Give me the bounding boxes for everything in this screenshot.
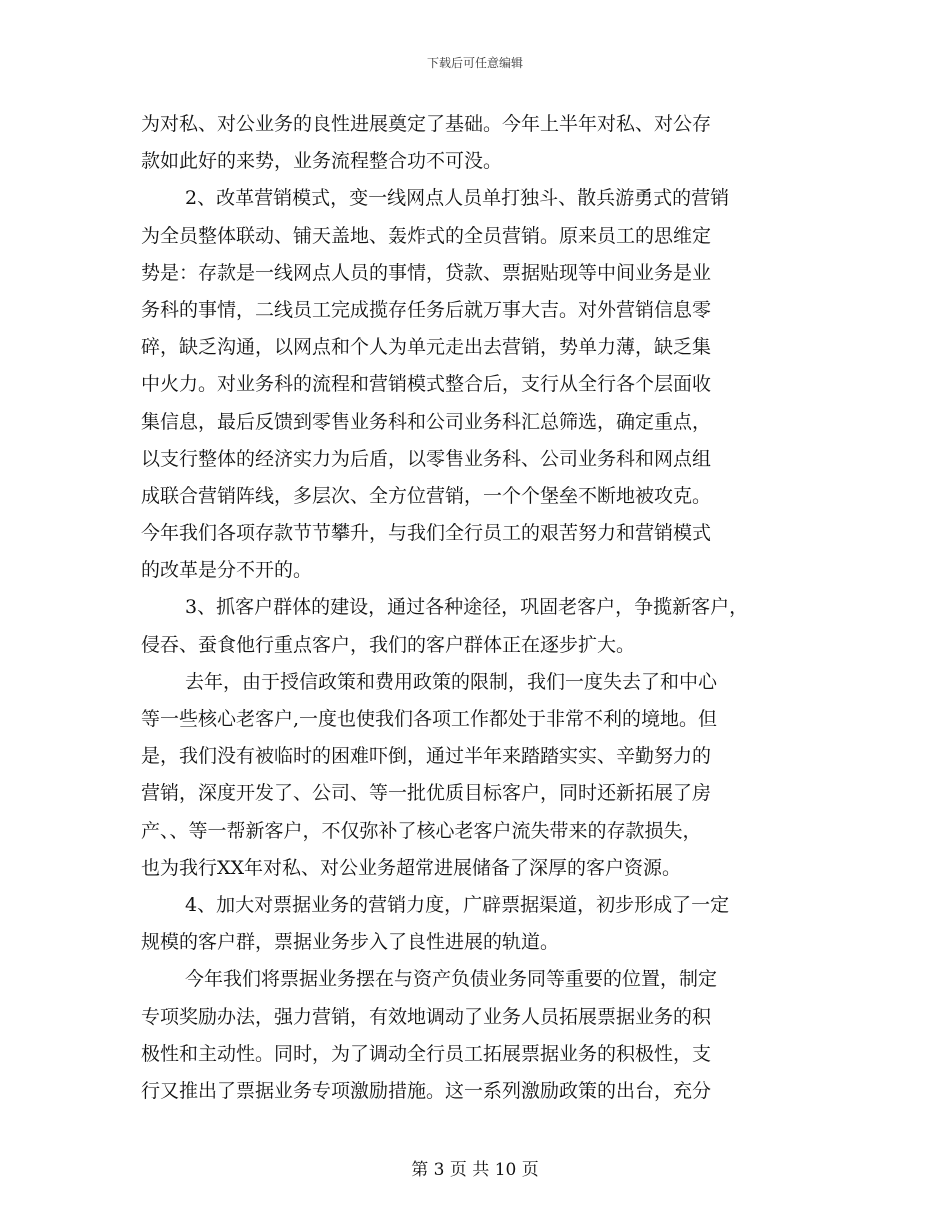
text-line: 碎，缺乏沟通，以网点和个人为单元走出去营销，势单力薄，缺乏集 <box>141 336 712 359</box>
text-line: 中火力。对业务科的流程和营销模式整合后，支行从全行各个层面收 <box>141 373 712 396</box>
text-line: 去年，由于授信政策和费用政策的限制，我们一度失去了和中心 <box>185 670 718 693</box>
text-line: 规模的客户群，票据业务步入了良性进展的轨道。 <box>141 931 560 954</box>
text-line: 为全员整体联动、铺天盖地、轰炸式的全员营销。原来员工的思维定 <box>141 224 712 247</box>
text-line: 产、、等一帮新客户，不仅弥补了核心老客户流失带来的存款损失， <box>141 819 702 842</box>
text-line: 款如此好的来势，业务流程整合功不可没。 <box>141 150 503 173</box>
text-line: 务科的事情，二线员工完成揽存任务后就万事大吉。对外营销信息零 <box>141 298 712 321</box>
text-line: 侵吞、蚕食他行重点客户，我们的客户群体正在逐步扩大。 <box>141 633 636 656</box>
text-line: 行又推出了票据业务专项激励措施。这一系列激励政策的出台，充分 <box>141 1079 712 1102</box>
text-line: 以支行整体的经济实力为后盾，以零售业务科、公司业务科和网点组 <box>141 447 712 470</box>
text-line: 3、抓客户群体的建设，通过各种途径，巩固老客户，争揽新客户， <box>185 596 749 619</box>
text-line: 成联合营销阵线，多层次、全方位营销，一个个堡垒不断地被攻克。 <box>141 484 712 507</box>
text-line: 今年我们将票据业务摆在与资产负债业务同等重要的位置，制定 <box>185 968 718 991</box>
text-line: 等一些核心老客户,一度也使我们各项工作都处于非常不利的境地。但 <box>141 708 718 730</box>
text-line: 集信息，最后反馈到零售业务科和公司业务科汇总筛选，确定重点， <box>141 410 712 433</box>
page-footer: 第 3 页 共 10 页 <box>411 1160 539 1180</box>
text-line: 的改革是分不开的。 <box>141 559 313 582</box>
text-line: 为对私、对公业务的良性进展奠定了基础。今年上半年对私、对公存 <box>141 113 712 135</box>
text-line: 今年我们各项存款节节攀升，与我们全行员工的艰苦努力和营销模式 <box>141 522 712 545</box>
text-line: 专项奖励办法，强力营销，有效地调动了业务人员拓展票据业务的积 <box>141 1005 712 1028</box>
text-line: 是，我们没有被临时的困难吓倒，通过半年来踏踏实实、辛勤努力的 <box>141 745 712 768</box>
text-line: 2、改革营销模式，变一线网点人员单打独斗、散兵游勇式的营销 <box>185 187 730 210</box>
page-header: 下载后可任意编辑 <box>426 56 523 70</box>
text-line: 营销，深度开发了、公司、等一批优质目标客户，同时还新拓展了房 <box>141 782 712 805</box>
document-body <box>141 106 813 1110</box>
text-line: 也为我行XX年对私、对公业务超常进展储备了深厚的客户资源。 <box>141 856 682 879</box>
text-line: 势是：存款是一线网点人员的事情，贷款、票据贴现等中间业务是业 <box>141 261 712 284</box>
text-line: 4、加大对票据业务的营销力度，广辟票据渠道，初步形成了一定 <box>185 893 730 916</box>
text-line: 极性和主动性。同时，为了调动全行员工拓展票据业务的积极性，支 <box>141 1042 712 1065</box>
